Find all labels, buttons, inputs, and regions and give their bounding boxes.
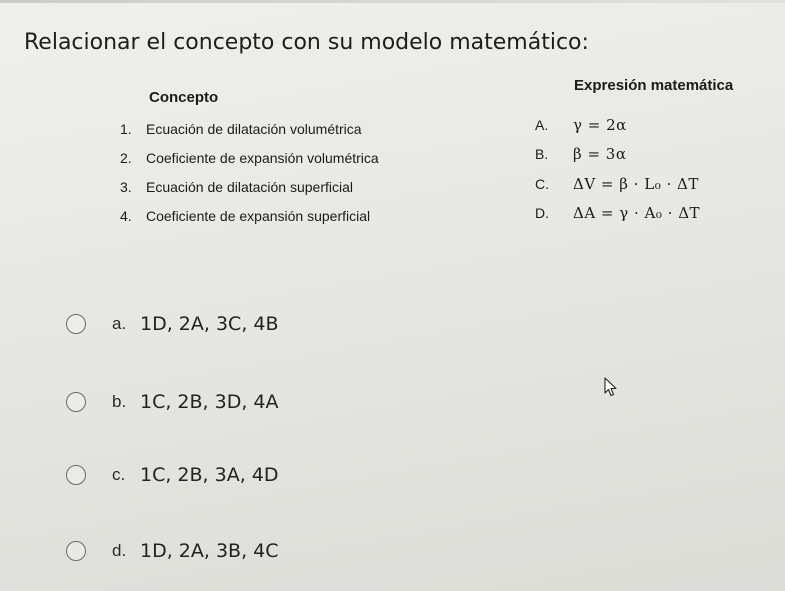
radio-unselected-icon[interactable]	[66, 541, 86, 561]
expression-letter: C.	[535, 175, 549, 192]
concept-item	[120, 143, 379, 172]
answer-option-a[interactable]	[66, 313, 279, 335]
expression-formula: ΔA = γ · A₀ · ΔT	[573, 204, 701, 223]
expression-formula: ΔV = β · L₀ · ΔT	[573, 174, 699, 193]
option-text: 1C, 2B, 3D, 4A	[140, 391, 279, 413]
answer-option-b[interactable]	[66, 391, 279, 413]
concept-column-header: Concepto	[149, 89, 219, 106]
expression-formula: β = 3α	[573, 145, 627, 164]
expression-letter: A.	[535, 116, 549, 133]
expression-item	[535, 140, 700, 170]
expression-item	[535, 199, 700, 229]
mouse-pointer-icon	[604, 377, 618, 397]
answer-option-d[interactable]	[66, 540, 279, 562]
option-letter: a.	[112, 314, 127, 333]
option-text: 1D, 2A, 3C, 4B	[140, 313, 279, 335]
radio-unselected-icon[interactable]	[66, 465, 86, 485]
expression-column-header: Expresión matemática	[574, 77, 734, 94]
concept-text: Coeficiente de expansión volumétrica	[146, 149, 379, 166]
answer-option-c[interactable]	[66, 464, 279, 486]
radio-unselected-icon[interactable]	[66, 314, 86, 334]
expression-list	[535, 110, 700, 228]
expression-letter: D.	[535, 205, 549, 222]
question-title: Relacionar el concepto con su modelo matemático:	[24, 30, 589, 55]
option-letter: c.	[112, 465, 126, 484]
expression-formula: γ = 2α	[573, 115, 627, 134]
concept-text: Ecuación de dilatación volumétrica	[146, 120, 362, 137]
option-text: 1D, 2A, 3B, 4C	[140, 540, 279, 562]
top-divider	[0, 0, 785, 3]
expression-item	[535, 169, 700, 199]
concept-list	[120, 114, 379, 230]
option-text: 1C, 2B, 3A, 4D	[140, 464, 279, 486]
option-letter: b.	[112, 392, 127, 411]
concept-number: 1.	[120, 120, 132, 137]
concept-text: Ecuación de dilatación superficial	[146, 178, 354, 195]
concept-number: 4.	[120, 207, 132, 224]
expression-item	[535, 110, 700, 140]
expression-letter: B.	[535, 146, 549, 163]
concept-item	[120, 201, 379, 230]
option-letter: d.	[112, 541, 127, 560]
radio-unselected-icon[interactable]	[66, 392, 86, 412]
concept-item	[120, 114, 379, 143]
concept-number: 2.	[120, 149, 132, 166]
concept-item	[120, 172, 379, 201]
concept-number: 3.	[120, 178, 132, 195]
concept-text: Coeficiente de expansión superficial	[146, 207, 371, 224]
